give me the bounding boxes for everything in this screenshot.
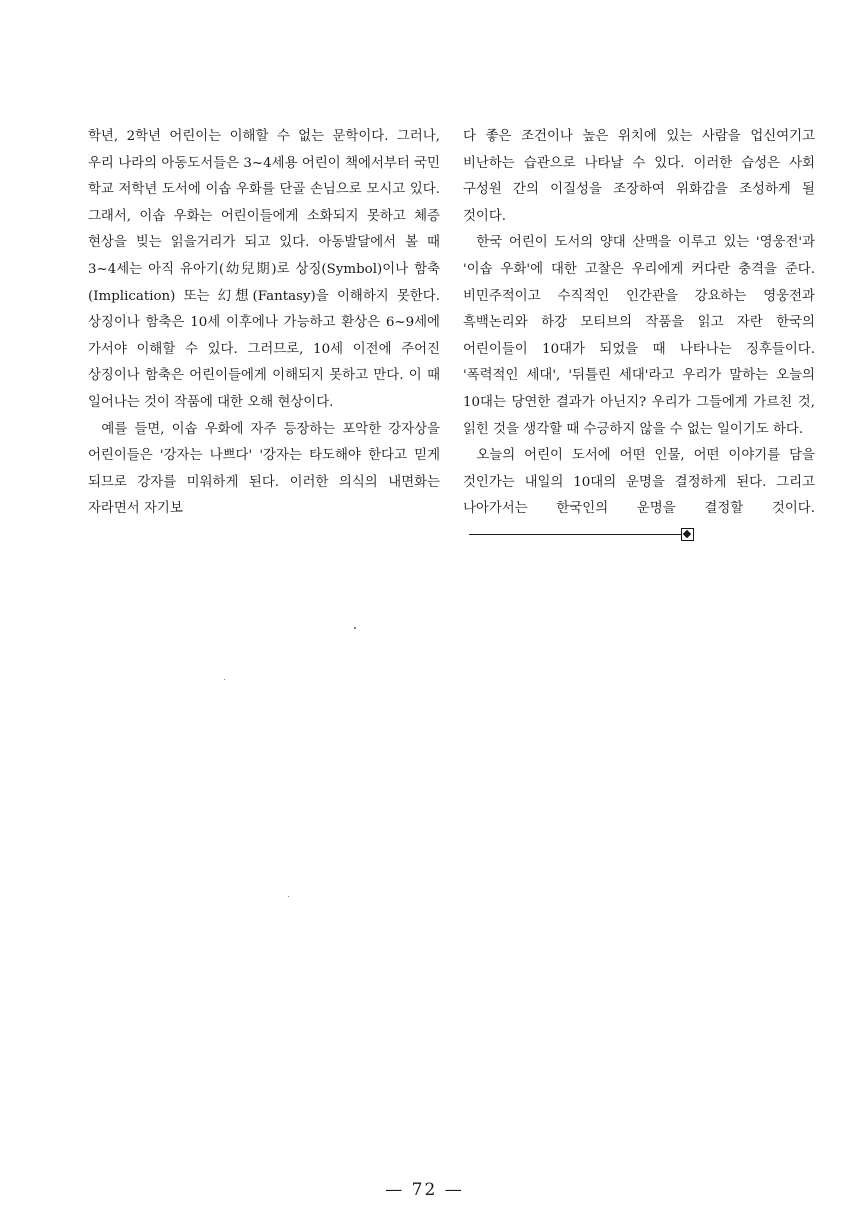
page-number: — 72 —: [385, 1180, 464, 1200]
end-rule-line: [469, 534, 681, 535]
closing-paragraph-text: 오늘의 어린이 도서에 어떤 인물, 어떤 이야기를 담을 것인가는 내일의 10대의 운명을 결정하게 된다. 그리고 나아가서는 한국인의 운명을 결정할 것이다.: [463, 448, 815, 517]
end-diamond-icon: [681, 528, 694, 541]
body-paragraph-2: 예를 들면, 이솝 우화에 자주 등장하는 포악한 강자상을 어린이들은 '강자는 나쁘다' '강자는 타도해야 한다고 믿게 되므로 강자를 미워하게 된다. 이러한 의식의 내면화는 자라면서 자기보: [88, 421, 440, 517]
scan-speck: [288, 896, 289, 897]
scan-speck: [224, 679, 225, 680]
body-paragraph-1: 학년, 2학년 어린이는 이해할 수 없는 문학이다. 그러나, 우리 나라의 아동도서들은 3~4세용 어린이 책에서부터 국민 학교 저학년 도서에 이솝 우화를 단골 손님으로 모시고 있다. 그래서, 이솝 우화는 어린이들에게 소화되지 못하고 체증 현상을 빚는 읽을거리가 되고 있다. 아동발달에서 볼 때 3~4세는 아직 유아기(幼兒期)로 상징(Symbol)이나 함축(Implication) 또는 幻想(Fantasy)을 이해하지 못한다. 상징이나 함축은 10세 이후에나 가능하고 환상은 6~9세에 가서야 이해할 수 있다. 그러므로, 10세 이전에 주어진 상징이나 함축은 어린이들에게 이해되지 못하고 만다. 이 때 일어나는 것이 작품에 대한 오해 현상이다.: [88, 129, 440, 410]
left-text-column: [88, 124, 440, 523]
closing-paragraph: [463, 443, 815, 549]
scan-speck: [354, 627, 356, 629]
right-text-column: [463, 124, 815, 550]
body-paragraph-3: 다 좋은 조건이나 높은 위치에 있는 사람을 업신여기고 비난하는 습관으로 나타날 수 있다. 이러한 습성은 사회 구성원 간의 이질성을 조장하여 위화감을 조성하게 될 것이다.: [463, 129, 815, 224]
body-paragraph-4: 한국 어린이 도서의 양대 산맥을 이루고 있는 '영웅전'과 '이솝 우화'에 대한 고찰은 우리에게 커다란 충격을 준다. 비민주적이고 수직적인 인간관을 강요하는 영웅전과 흑백논리와 하강 모티브의 작품을 읽고 자란 한국의 어린이들이 10대가 되었을 때 나타나는 징후들이다. '폭력적인 세대', '뒤틀린 세대'라고 우리가 말하는 오늘의 10대는 당연한 결과가 아닌지? 우리가 그들에게 가르친 것, 읽힌 것을 생각할 때 수긍하지 않을 수 없는 일이기도 하다.: [463, 235, 815, 437]
